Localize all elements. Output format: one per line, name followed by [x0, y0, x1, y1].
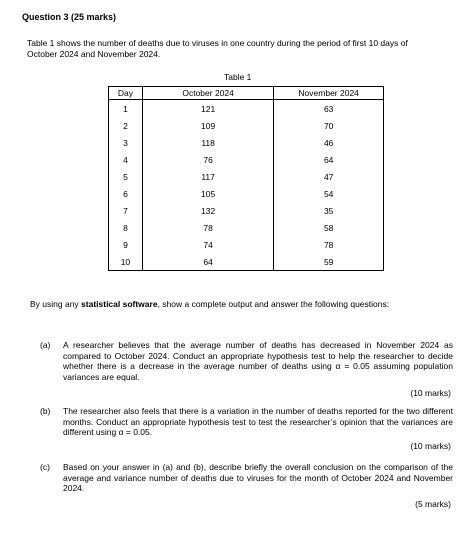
question-c-text: Based on your answer in (a) and (b), describe briefly the overall conclusion on the comparison of the average and variance number of deaths due to viruses for the month of October 2024 and November 2024. — [63, 462, 453, 493]
table-header-row — [109, 87, 384, 100]
question-c-marks: (5 marks) — [415, 499, 451, 509]
table-caption: Table 1 — [224, 72, 252, 82]
october-cell: 105 — [142, 185, 273, 202]
day-cell: 5 — [109, 168, 143, 185]
november-cell: 54 — [274, 185, 384, 202]
november-cell: 70 — [274, 117, 384, 134]
table-row — [109, 202, 384, 219]
november-cell: 35 — [274, 202, 384, 219]
november-cell: 58 — [274, 219, 384, 236]
table-row — [109, 253, 384, 271]
table-row — [109, 236, 384, 253]
november-cell: 47 — [274, 168, 384, 185]
intro-paragraph: Table 1 shows the number of deaths due to viruses in one country during the period of first 10 days of October 2024 and November 2024. — [27, 38, 408, 59]
october-cell: 78 — [142, 219, 273, 236]
instructions — [30, 299, 389, 309]
table-row — [109, 219, 384, 236]
november-cell: 46 — [274, 134, 384, 151]
table-row — [109, 134, 384, 151]
day-cell: 8 — [109, 219, 143, 236]
table-row — [109, 151, 384, 168]
instructions-prefix: By using any — [30, 299, 82, 309]
day-cell: 2 — [109, 117, 143, 134]
question-b-marks: (10 marks) — [410, 441, 451, 451]
question-a-label: (a) — [40, 340, 51, 350]
instructions-suffix: , show a complete output and answer the following questions: — [157, 299, 390, 309]
question-c-label: (c) — [40, 462, 50, 472]
october-cell: 118 — [142, 134, 273, 151]
day-cell: 10 — [109, 253, 143, 271]
question-heading: Question 3 (25 marks) — [22, 12, 117, 22]
october-cell: 109 — [142, 117, 273, 134]
instructions-bold: statistical software — [81, 299, 158, 309]
day-cell: 1 — [109, 100, 143, 118]
table-row — [109, 168, 384, 185]
october-cell: 64 — [142, 253, 273, 271]
day-cell: 4 — [109, 151, 143, 168]
header-november: November 2024 — [274, 87, 384, 100]
november-cell: 64 — [274, 151, 384, 168]
day-cell: 6 — [109, 185, 143, 202]
october-cell: 74 — [142, 236, 273, 253]
november-cell: 59 — [274, 253, 384, 271]
table-row — [109, 100, 384, 118]
day-cell: 7 — [109, 202, 143, 219]
deaths-table — [108, 86, 384, 271]
question-a-text: A researcher believes that the average number of deaths has decreased in November 2024 as compared to October 2024. Conduct an appropriate hypothesis test to help the researcher to decide whether there is a decrease in the average number of deaths using α = 0.05 assuming population variances are equal. — [63, 340, 453, 382]
october-cell: 76 — [142, 151, 273, 168]
october-cell: 132 — [142, 202, 273, 219]
question-b-label: (b) — [40, 406, 51, 416]
october-cell: 117 — [142, 168, 273, 185]
day-cell: 3 — [109, 134, 143, 151]
table-row — [109, 117, 384, 134]
header-day: Day — [109, 87, 143, 100]
table-row — [109, 185, 384, 202]
october-cell: 121 — [142, 100, 273, 118]
header-october: October 2024 — [142, 87, 273, 100]
question-b-text: The researcher also feels that there is a variation in the number of deaths reported for the two different months. Conduct an appropriate hypothesis test to test the researcher’s opinion that the variances are different using α = 0.05. — [63, 406, 453, 437]
day-cell: 9 — [109, 236, 143, 253]
question-a-marks: (10 marks) — [410, 388, 451, 398]
november-cell: 78 — [274, 236, 384, 253]
november-cell: 63 — [274, 100, 384, 118]
